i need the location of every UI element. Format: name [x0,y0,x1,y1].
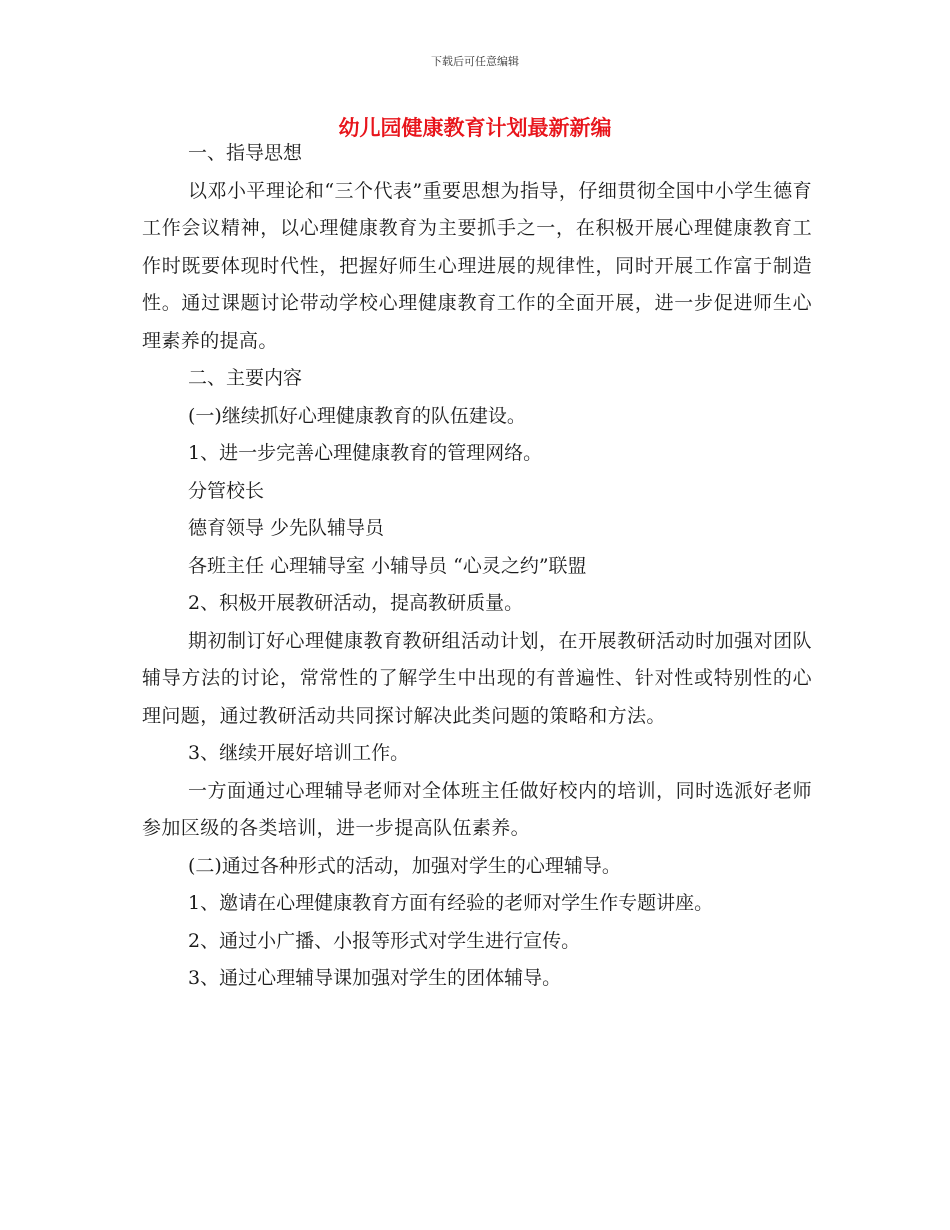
list-item: 2、积极开展教研活动，提高教研质量。 [188,592,524,614]
list-item: 3、继续开展好培训工作。 [188,742,410,764]
paragraph: 一方面通过心理辅导老师对全体班主任做好校内的培训，同时选派好老师参加区级的各类培训，进一步提高队伍素养。 [142,779,812,839]
subsection-heading: (一)继续抓好心理健康教育的队伍建设。 [188,404,526,427]
paragraph: 以邓小平理论和“三个代表”重要思想为指导，仔细贯彻全国中小学生德育工作会议精神，以心理健康教育为主要抓手之一，在积极开展心理健康教育工作时既要体现时代性，把握好师生心理进展的规律性，同时开展工作富于制造性。通过课题讨论带动学校心理健康教育工作的全面开展，进一步促进师生心理素养的提高。 [142,179,812,352]
org-line: 德育领导 少先队辅导员 [188,517,385,539]
list-item: 2、通过小广播、小报等形式对学生进行宣传。 [188,929,581,952]
subsection-heading: (二)通过各种形式的活动，加强对学生的心理辅导。 [188,854,621,877]
paragraph: 期初制订好心理健康教育教研组活动计划，在开展教研活动时加强对团队辅导方法的讨论，常常性的了解学生中出现的有普遍性、针对性或特别性的心理问题，通过教研活动共同探讨解决此类问题的策略和方法。 [142,629,812,727]
list-item: 1、邀请在心理健康教育方面有经验的老师对学生作专题讲座。 [188,892,714,914]
document-title: 幼儿园健康教育计划最新新编 [338,116,612,140]
list-item: 1、进一步完善心理健康教育的管理网络。 [188,442,543,464]
section-heading: 一、指导思想 [188,142,303,164]
org-line: 分管校长 [188,479,265,502]
document-body [142,135,812,998]
section-heading: 二、主要内容 [188,367,303,389]
list-item: 3、通过心理辅导课加强对学生的团体辅导。 [188,967,562,989]
org-line: 各班主任 心理辅导室 小辅导员 “心灵之约”联盟 [188,554,587,577]
header-note: 下载后可任意编辑 [431,55,519,68]
